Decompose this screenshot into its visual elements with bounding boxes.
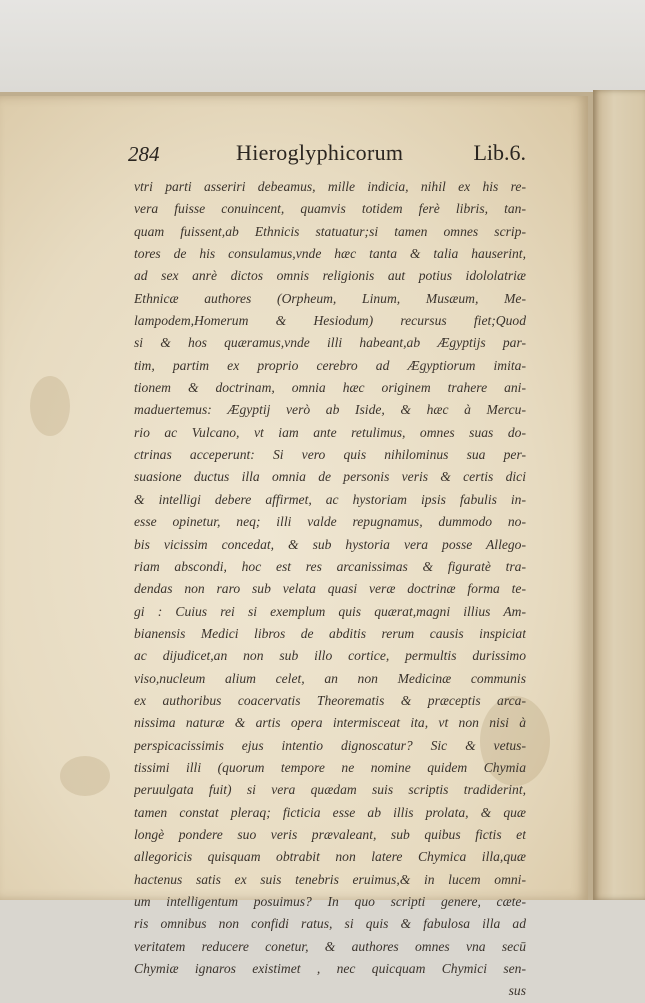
text-line: suasione ductus illa omnia de personis veris & certis dici <box>134 469 526 485</box>
text-line: sus <box>508 983 526 999</box>
text-line: gi : Cuius rei si exemplum quis quærat,magni illius Am- <box>134 603 526 619</box>
text-line: esse opinetur, neq; illi valde repugnamus, dummodo no- <box>134 514 526 530</box>
book-label: Lib.6. <box>473 140 526 165</box>
text-line: & intelligi debere affirmet, ac hystoriam ipsis fabulis in- <box>134 491 526 507</box>
text-line: rio ac Vulcano, vt iam ante retulimus, omnes suas do- <box>134 424 526 440</box>
text-line: ris omnibus non confidi ratus, si quis & fabulosa illa ad <box>134 916 526 932</box>
text-line: vtri parti asseriri debeamus, mille indicia, nihil ex his re- <box>134 179 526 194</box>
text-line: ctrinas acceperunt: Si vero quis nihilominus sua per- <box>134 447 526 463</box>
text-line: maduertemus: Ægyptij verò ab Iside, & hæc à Mercu- <box>134 402 526 418</box>
adjacent-page-edge <box>593 90 645 900</box>
text-line: tamen constat pleraq; ficticia esse ab illis prolata, & quæ <box>134 804 526 820</box>
text-line: viso,nucleum alium celet, an non Medicinæ communis <box>134 670 526 686</box>
text-line: quam fuissent,ab Ethnicis statuatur;si tamen omnes scrip- <box>134 223 526 239</box>
text-line: perspicacissimis ejus intentio dignoscatur? Sic & vetus- <box>134 737 526 753</box>
text-line: tores de his consulamus,vnde hæc tanta & talia hauserint, <box>134 246 526 262</box>
text-line: si & hos quæramus,vnde illi habeant,ab Ægyptijs par- <box>134 335 526 351</box>
scanner-background <box>0 0 645 92</box>
text-line: ad sex anrè dictos omnis religionis aut potius idololatriæ <box>134 268 526 284</box>
page-header <box>128 140 528 174</box>
text-line: lampodem,Homerum & Hesiodum) recursus fiet;Quod <box>134 313 526 329</box>
text-line: um intelligentum posuimus? In quo scripti genere, cæte- <box>134 894 526 909</box>
text-line: hactenus satis ex suis tenebris eruimus,& in lucem omni- <box>134 871 526 887</box>
text-line: veritatem reducere conetur, & authores omnes vna secū <box>134 938 526 954</box>
text-line: tionem & doctrinam, omnia hæc originem trahere ani- <box>134 380 526 396</box>
text-line: ac dijudicet,an non sub illo cortice, permultis durissimo <box>134 648 526 664</box>
text-line: allegoricis quisquam obtrabit non latere Chymica illa,quæ <box>134 849 526 865</box>
text-line: vera fuisse conuincent, quamvis totidem ferè libris, tan- <box>134 201 526 217</box>
page-number: 284 <box>128 142 160 166</box>
text-line: nissima naturæ & artis opera intermisceat ita, vt non nisi à <box>134 715 526 731</box>
text-line: tim, partim ex proprio cerebro ad Ægyptiorum imita- <box>134 357 526 373</box>
text-line: Chymiæ ignaros existimet , nec quicquam Chymici sen- <box>134 961 526 977</box>
text-line: bianensis Medici libros de abditis rerum causis inspiciat <box>134 625 526 641</box>
text-line: ex authoribus coacervatis Theorematis & præceptis arca- <box>134 692 526 708</box>
text-line: tissimi illi (quorum tempore ne nomine quidem Chymia <box>134 759 526 775</box>
running-title: Hieroglyphicorum <box>236 140 404 165</box>
body-text <box>134 176 526 1003</box>
text-line: Ethnicæ authores (Orpheum, Linum, Musæum, Me- <box>134 290 526 306</box>
text-line: bis vicissim concedat, & sub hystoria vera posse Allego- <box>134 536 526 552</box>
text-line: dendas non raro sub velata quasi veræ doctrinæ forma te- <box>134 581 526 597</box>
text-line: longè pondere suo veris prævaleant, sub quibus fictis et <box>134 826 526 842</box>
paper-stain <box>60 756 110 796</box>
text-line: peruulgata fuit) si vera quædam suis scriptis tradiderint, <box>134 782 526 798</box>
paper-stain <box>30 376 70 436</box>
text-line: riam abscondi, hoc est res arcanissimas & figuratè tra- <box>134 558 526 574</box>
